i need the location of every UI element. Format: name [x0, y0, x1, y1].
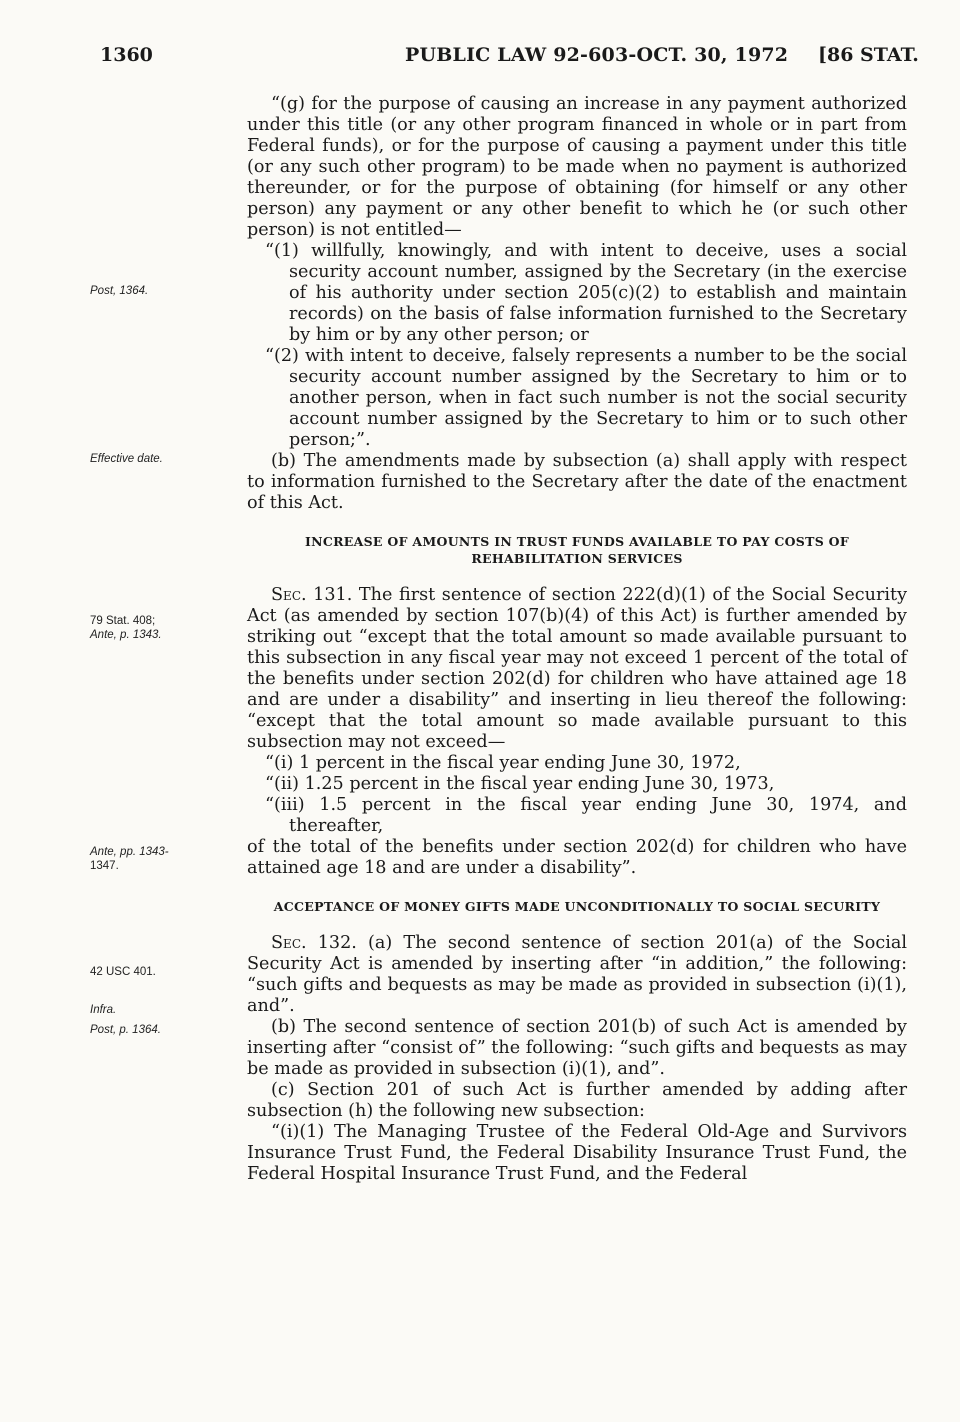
paragraph-g-1: “(1) willfully, knowingly, and with intent to deceive, uses a social security account number, assigned by the Secretary (in the exercise of his authority under section 205(c)(2) to establish and maintain records) on the basis of false information furnished to the Secretary by him or by any other person; or	[265, 241, 907, 345]
list-item-iii: “(iii) 1.5 percent in the fiscal year ending June 30, 1974, and thereafter,	[265, 795, 907, 836]
section-label: Sec. 132.	[271, 933, 357, 953]
margin-note-post-p-1364: Post, p. 1364.	[90, 1024, 161, 1036]
stat-reference: [86 STAT.	[818, 44, 919, 66]
margin-note-42-usc-401: 42 USC 401.	[90, 966, 156, 978]
margin-note-ante-1343: Ante, p. 1343.	[90, 629, 162, 641]
main-text	[247, 94, 907, 1185]
section-text: The first sentence of section 222(d)(1) of the Social Security Act (as amended by section 107(b)(4) of this Act) is further amended by striking out “except that the total amount so made available pursuant to this subsection in any fiscal year may not exceed 1 percent of the total of the benefits under section 202(d) for children who have attained age 18 and are under a disability” and inserting in lieu thereof the following: “except that the total amount so made available pursuant to this subsection may not exceed—	[247, 585, 908, 752]
section-131-tail: of the total of the benefits under section 202(d) for children who have attained age 18 and are under a disability”.	[247, 837, 907, 878]
page-number: 1360	[100, 44, 153, 66]
section-caption-131: INCREASE OF AMOUNTS IN TRUST FUNDS AVAILABLE TO PAY COSTS OF REHABILITATION SERVICES	[304, 534, 850, 566]
page-header	[0, 44, 960, 74]
margin-note-infra: Infra.	[90, 1004, 117, 1016]
margin-note-ante-1343-1347	[90, 845, 225, 873]
paragraph-g-2: “(2) with intent to deceive, falsely represents a number to be the social security account number assigned by the Secretary to him or to another person, when in fact such number is not the social security account number assigned by the Secretary to him or to such other person;”.	[265, 346, 907, 450]
section-132-i: “(i)(1) The Managing Trustee of the Federal Old-Age and Survivors Insurance Trust Fund, the Federal Disability Insurance Trust Fund, the Federal Hospital Insurance Trust Fund, and the Federal	[247, 1122, 907, 1184]
section-131	[247, 585, 907, 753]
list-item-ii: “(ii) 1.25 percent in the fiscal year ending June 30, 1973,	[265, 774, 775, 794]
paragraph-g: “(g) for the purpose of causing an increase in any payment authorized under this title (or any other program financed in whole or in part from Federal funds), or for the purpose of causing a payment under this title (or any such other program) to be made when no payment is authorized thereunder, or for the purpose of obtaining (for himself or any other person) any payment or any other benefit to which he (or such other person) is not entitled—	[247, 94, 907, 240]
section-caption-132: ACCEPTANCE OF MONEY GIFTS MADE UNCONDITIONALLY TO SOCIAL SECURITY	[273, 899, 881, 914]
section-text: (a) The second sentence of section 201(a) of the Social Security Act is amended by inserting after “in addition,” the following: “such gifts and bequests as may be made as provided in subsection (i)(1), and”.	[247, 933, 908, 1016]
margin-note-post-1364: Post, 1364.	[90, 285, 149, 297]
section-label: Sec. 131.	[271, 585, 353, 605]
section-132-c: (c) Section 201 of such Act is further amended by adding after subsection (h) the following new subsection:	[247, 1080, 907, 1121]
paragraph-b: (b) The amendments made by subsection (a) shall apply with respect to information furnished to the Secretary after the date of the enactment of this Act.	[247, 451, 907, 513]
list-item-i: “(i) 1 percent in the fiscal year ending June 30, 1972,	[265, 753, 741, 773]
section-132-b: (b) The second sentence of section 201(b) of such Act is amended by inserting after “consist of” the following: “such gifts and bequests as may be made as provided in subsection (i)(1), and”.	[247, 1017, 907, 1079]
margin-note-effective-date: Effective date.	[90, 453, 163, 465]
law-title: PUBLIC LAW 92-603-OCT. 30, 1972	[405, 44, 789, 66]
section-132-a	[247, 933, 907, 1017]
margin-note-79-stat: 79 Stat. 408;	[90, 615, 156, 627]
margin-note-line: Ante, pp. 1343-	[90, 846, 169, 858]
margin-note-line: 1347.	[90, 860, 119, 872]
